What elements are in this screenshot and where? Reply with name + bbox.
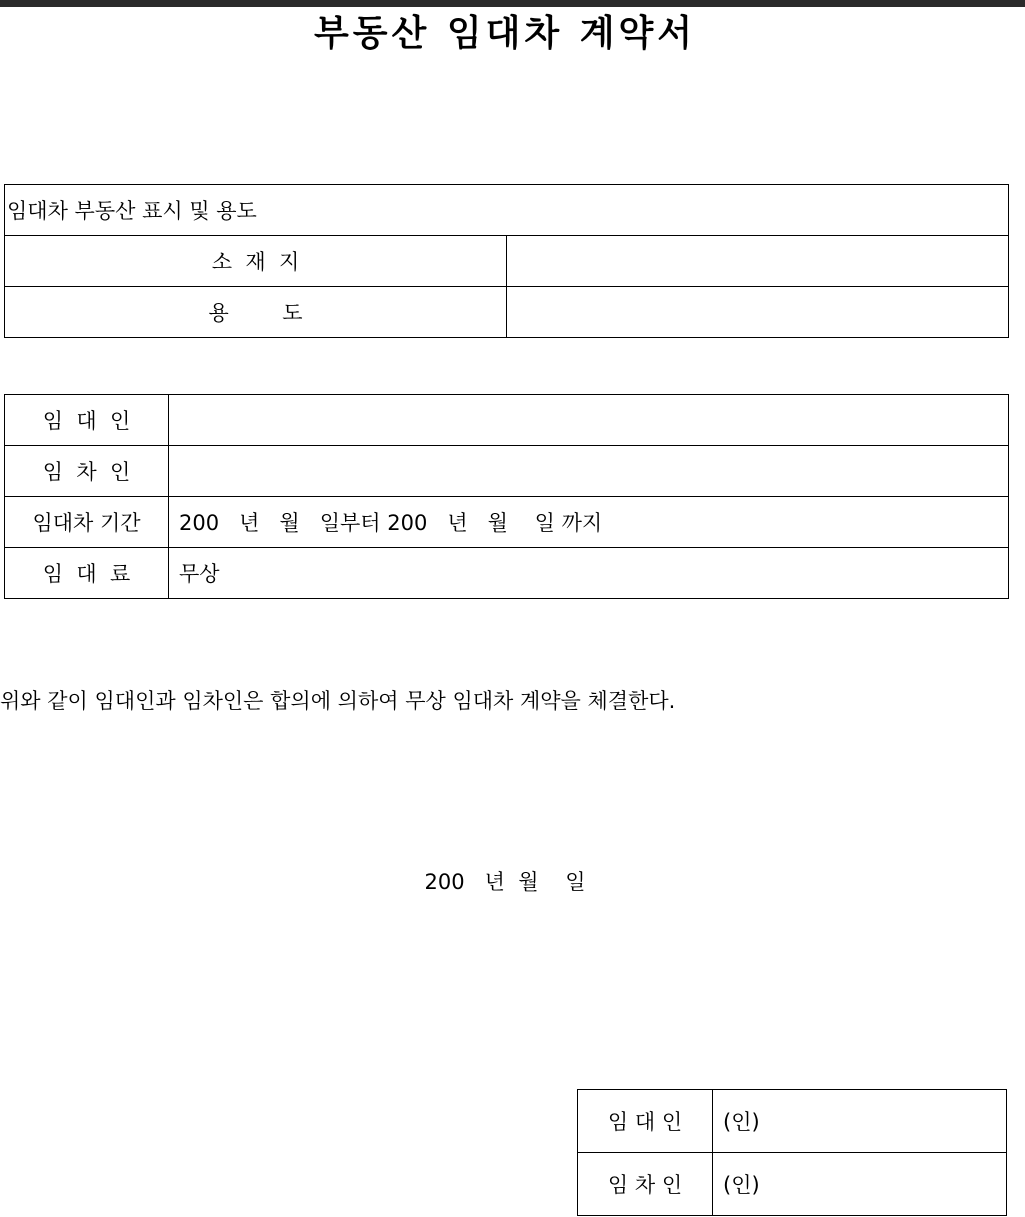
parties-table bbox=[4, 394, 1009, 599]
signature-lessor-label: 임 대 인 bbox=[578, 1090, 713, 1153]
signature-lessee-seal[interactable]: (인) bbox=[713, 1153, 1007, 1216]
lessee-value[interactable] bbox=[169, 446, 1009, 497]
agreement-statement: 위와 같이 임대인과 임차인은 합의에 의하여 무상 임대차 계약을 체결한다. bbox=[0, 689, 676, 713]
parties-row-lessor bbox=[5, 395, 1009, 446]
property-header-row bbox=[5, 185, 1009, 236]
document-title: 부동산 임대차 계약서 bbox=[313, 12, 697, 54]
lessor-value[interactable] bbox=[169, 395, 1009, 446]
signature-row-lessor bbox=[578, 1090, 1007, 1153]
property-row-location bbox=[5, 236, 1009, 287]
top-border-bar bbox=[0, 0, 1025, 7]
lease-period-label: 임대차 기간 bbox=[5, 497, 169, 548]
rent-label: 임 대 료 bbox=[5, 548, 169, 599]
contract-date: 200 년 월 일 bbox=[424, 870, 586, 894]
lessee-label: 임 차 인 bbox=[5, 446, 169, 497]
signature-lessor-seal[interactable]: (인) bbox=[713, 1090, 1007, 1153]
usage-value[interactable] bbox=[507, 287, 1009, 338]
location-value[interactable] bbox=[507, 236, 1009, 287]
lessor-label: 임 대 인 bbox=[5, 395, 169, 446]
parties-row-period bbox=[5, 497, 1009, 548]
parties-row-rent bbox=[5, 548, 1009, 599]
signature-table bbox=[577, 1089, 1007, 1216]
property-row-usage bbox=[5, 287, 1009, 338]
rent-value[interactable]: 무상 bbox=[169, 548, 1009, 599]
signature-lessee-label: 임 차 인 bbox=[578, 1153, 713, 1216]
property-header: 임대차 부동산 표시 및 용도 bbox=[5, 185, 1009, 236]
location-label: 소 재 지 bbox=[5, 236, 507, 287]
parties-row-lessee bbox=[5, 446, 1009, 497]
property-table bbox=[4, 184, 1009, 338]
lease-period-value[interactable]: 200 년 월 일부터 200 년 월 일 까지 bbox=[169, 497, 1009, 548]
signature-row-lessee bbox=[578, 1153, 1007, 1216]
usage-label: 용 도 bbox=[5, 287, 507, 338]
